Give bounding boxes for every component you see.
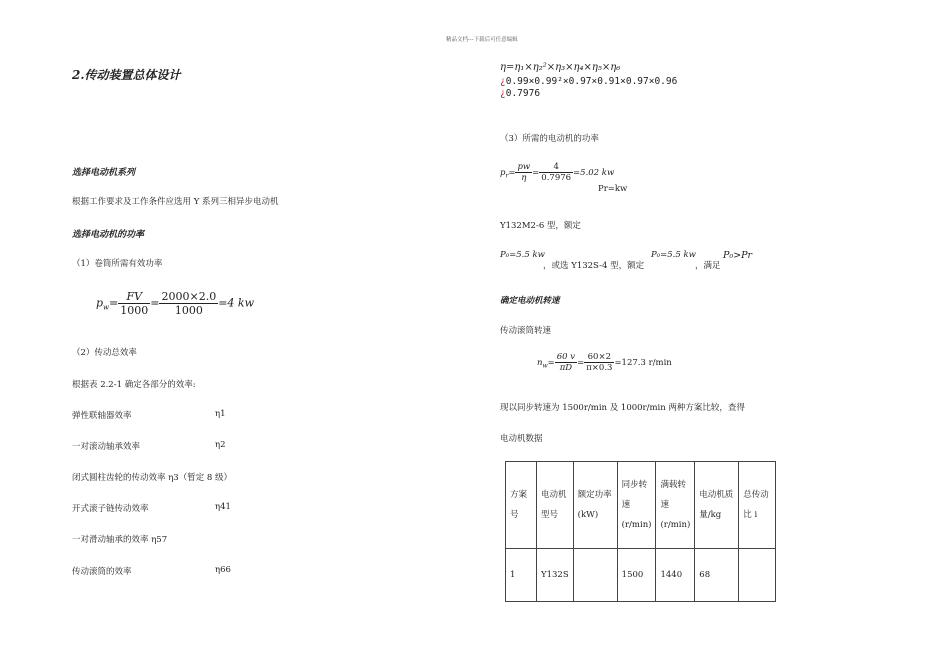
paragraph-total-efficiency: （2）传动总效率 (72, 348, 137, 358)
formula-eta-result: ¿0.7976 (500, 88, 541, 99)
paragraph-speed-compare: 现以同步转速为 1500r/min 及 1000r/min 两种方案比较，查得 (500, 403, 745, 413)
formula-nw: $n_w=$ $\frac{60 v}{\pi D}$ = $\frac{60\times 2}{\pi\times 0.3}$ =127.3 r/min (537, 352, 672, 373)
page-header: 精品文档---下载后可任意编辑 (446, 37, 518, 43)
efficiency-name: 传动滚筒的效率 (72, 567, 132, 577)
efficiency-symbol: η41 (215, 502, 231, 512)
efficiency-symbol: η66 (215, 565, 231, 575)
table-header-cell: 电动机质量/kg (695, 462, 739, 549)
table-cell: Y132S (537, 549, 574, 602)
table-row (506, 549, 776, 602)
paragraph-required-power: （3）所需的电动机的功率 (500, 134, 599, 144)
efficiency-symbol: η2 (215, 440, 226, 450)
table-cell (739, 549, 776, 602)
table-cell (573, 549, 617, 602)
section-title: 2.传动装置总体设计 (72, 68, 181, 82)
table-header-row (506, 462, 776, 549)
heading-motor-series: 选择电动机系列 (72, 168, 136, 178)
table-cell: 1500 (617, 549, 656, 602)
efficiency-name: 一对滚动轴承效率 (72, 442, 141, 452)
unit-pr: Pr=kw (598, 184, 628, 194)
efficiency-name: 开式滚子链传动效率 (72, 504, 149, 514)
paragraph-effective-power: （1）卷筒所需有效功率 (72, 259, 163, 269)
table-cell: 1 (506, 549, 537, 602)
paragraph-rated-power-alt: ，或选 Y132S-4 型，额定 (543, 261, 645, 271)
motor-data-table (505, 461, 776, 602)
paragraph-drum-speed: 传动滚筒转速 (500, 326, 552, 336)
paragraph-efficiency-table-ref: 根据表 2.2-1 确定各部分的效率: (72, 380, 196, 390)
efficiency-name: 弹性联轴器效率 (72, 411, 132, 421)
table-cell: 1440 (656, 549, 695, 602)
formula-pr: $p_r=$ $\frac{pw}{\eta}$ = $\frac{4}{0.7976}$ =5.02 kw (500, 162, 615, 183)
table-header-cell: 总传动比 i (739, 462, 776, 549)
paragraph-motor-series: 根据工作要求及工作条件应选用 Y 系列三相异步电动机 (72, 197, 279, 207)
table-header-cell: 同步转速(r/min) (617, 462, 656, 549)
condition-p0-gt-pr: P₀>Pr (723, 250, 753, 261)
paragraph-motor-model: Y132M2-6 型，额定 (500, 221, 581, 231)
formula-eta: η=η₁×η₂²×η₃×η₄×η₅×η₆ (500, 62, 621, 73)
rated-power-alt-value: P₀=5.5 kw (651, 250, 696, 260)
table-header-cell: 电动机型号 (537, 462, 574, 549)
paragraph-satisfy: ，满足 (695, 261, 721, 271)
table-cell: 68 (695, 549, 739, 602)
table-header-cell: 方案号 (506, 462, 537, 549)
table-header-cell: 额定功率(kW) (573, 462, 617, 549)
table-header-cell: 满载转速(r/min) (656, 462, 695, 549)
formula-pw: $p_w=$ $\frac{FV}{1000}$ = $\frac{2000\times 2.0}{1000}$ =4 kw (96, 290, 254, 317)
heading-motor-power: 选择电动机的功率 (72, 230, 145, 240)
efficiency-name: 闭式圆柱齿轮的传动效率 η3（暂定 8 级） (72, 473, 233, 483)
paragraph-motor-data: 电动机数据 (500, 434, 543, 444)
paragraph-rated-power: P₀=5.5 kw (500, 250, 545, 260)
efficiency-name: 一对滑动轴承的效率 η57 (72, 535, 168, 545)
efficiency-symbol: η1 (215, 409, 226, 419)
heading-motor-speed: 确定电动机转速 (500, 296, 560, 306)
formula-eta-values: ¿0.99×0.99²×0.97×0.91×0.97×0.96 (500, 76, 678, 87)
